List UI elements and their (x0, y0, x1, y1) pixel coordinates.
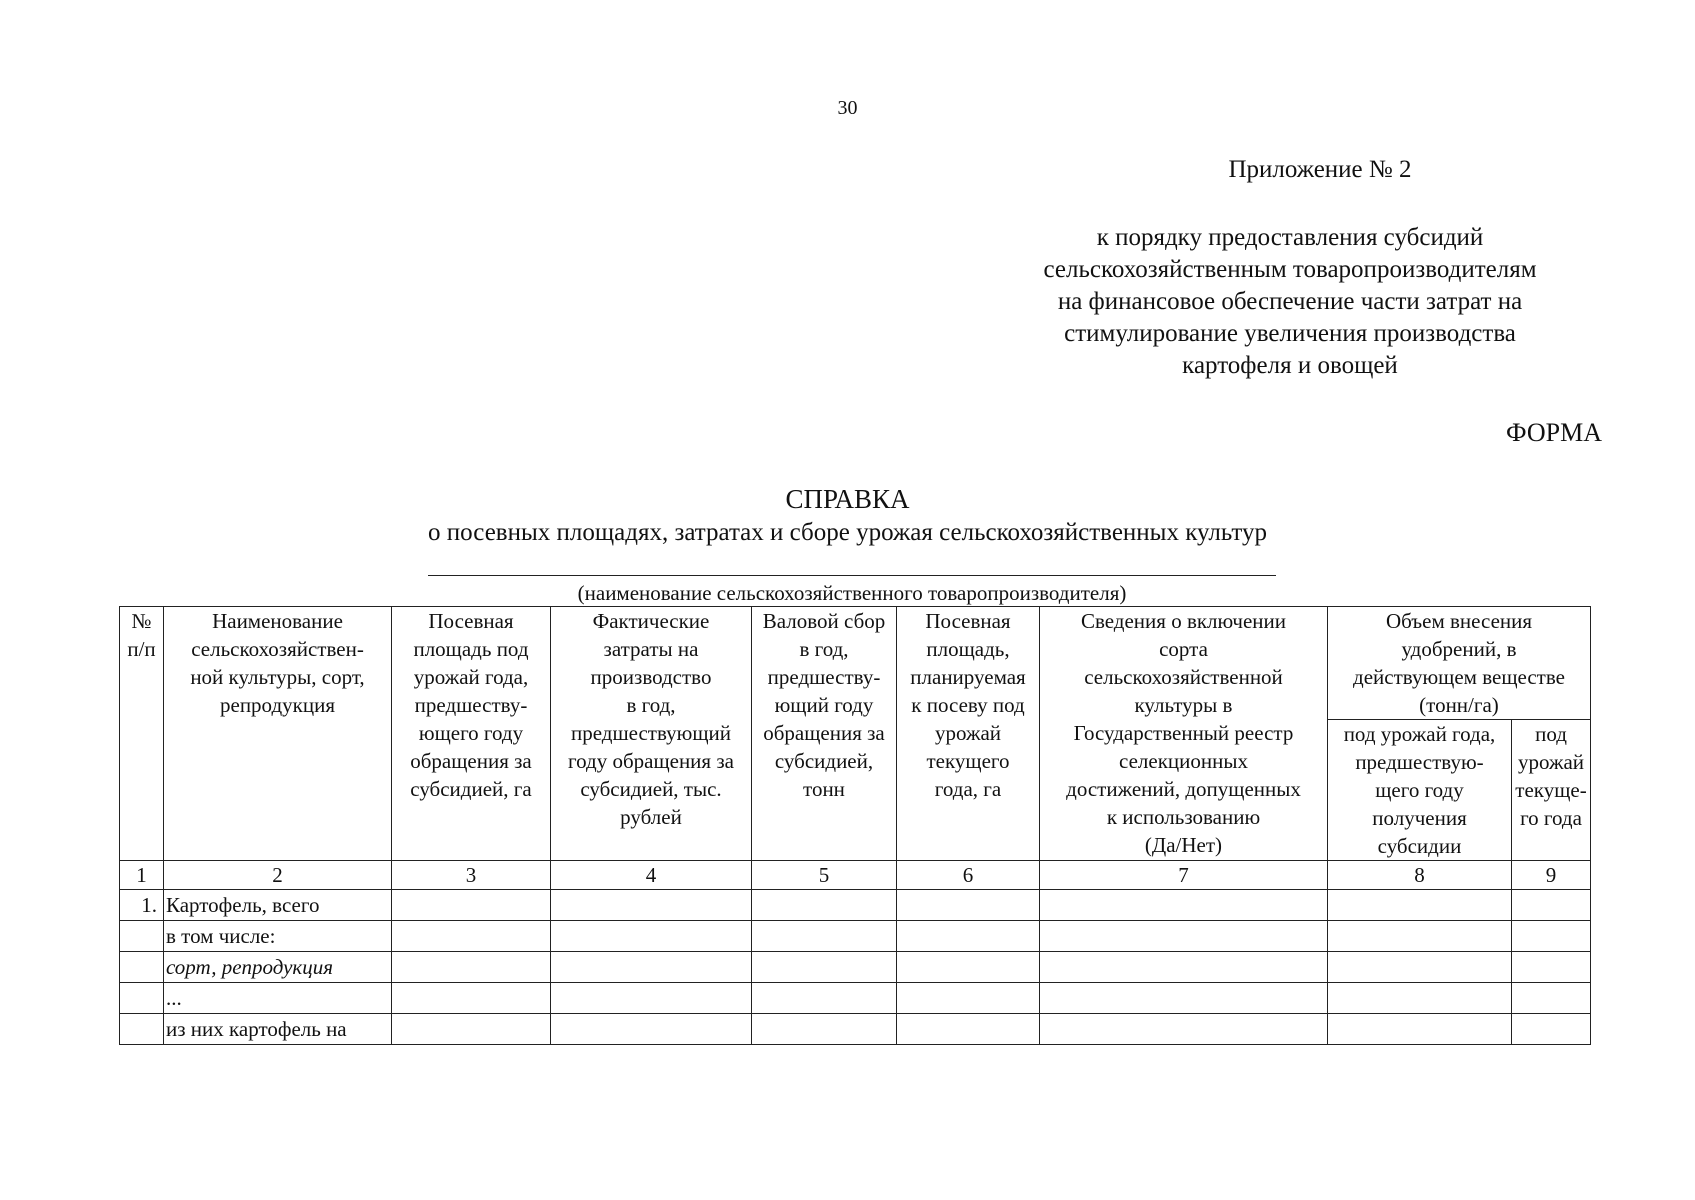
row-number (120, 1014, 164, 1045)
header-cell (120, 607, 164, 861)
header-cell (752, 607, 897, 861)
header-line: году обращения за (568, 749, 734, 773)
header-cell (897, 607, 1040, 861)
header-line: достижений, допущенных (1066, 777, 1301, 801)
header-line: предшеству- (414, 693, 528, 717)
header-line: урожай (934, 721, 1002, 745)
header-line: под (1535, 722, 1567, 746)
table-row (120, 890, 1591, 921)
header-line: сельскохозяйствен- (191, 637, 364, 661)
empty-cell[interactable] (752, 1014, 897, 1045)
header-line: в год, (626, 693, 676, 717)
crop-name: сорт, репродукция (164, 952, 392, 983)
empty-cell[interactable] (551, 890, 752, 921)
header-line: получения (1372, 806, 1467, 830)
empty-cell[interactable] (1512, 983, 1591, 1014)
row-number (120, 921, 164, 952)
header-line: Валовой сбор (762, 609, 886, 633)
empty-cell[interactable] (897, 1014, 1040, 1045)
header-line: производство (590, 665, 712, 689)
empty-cell[interactable] (897, 890, 1040, 921)
empty-cell[interactable] (1328, 1014, 1512, 1045)
producer-name-line (428, 575, 1276, 576)
header-line: субсидией, га (410, 777, 532, 801)
header-line: в год, (799, 637, 849, 661)
empty-cell[interactable] (392, 921, 551, 952)
header-line: п/п (127, 637, 156, 661)
empty-cell[interactable] (1040, 921, 1328, 952)
column-number: 2 (164, 861, 392, 890)
column-number: 1 (120, 861, 164, 890)
header-line: культуры в (1134, 693, 1233, 717)
subheader-cell (1328, 720, 1512, 861)
empty-cell[interactable] (1328, 890, 1512, 921)
row-number (120, 952, 164, 983)
empty-cell[interactable] (752, 952, 897, 983)
column-number: 4 (551, 861, 752, 890)
empty-cell[interactable] (551, 921, 752, 952)
row-number: 1. (120, 890, 164, 921)
empty-cell[interactable] (1040, 983, 1328, 1014)
header-line: действующем веществе (1353, 665, 1565, 689)
header-line: обращения за (410, 749, 532, 773)
empty-cell[interactable] (392, 890, 551, 921)
header-line: обращения за (763, 721, 885, 745)
header-line: предшеству- (767, 665, 881, 689)
empty-cell[interactable] (1040, 890, 1328, 921)
header-line: (Да/Нет) (1144, 833, 1223, 857)
header-cell (1328, 607, 1591, 720)
header-line: (тонн/га) (1419, 693, 1499, 717)
producer-name-caption: (наименование сельскохозяйственного товаропроизводителя) (577, 581, 1127, 605)
header-cell (551, 607, 752, 861)
header-line: урожай года, (413, 665, 529, 689)
empty-cell[interactable] (897, 921, 1040, 952)
empty-cell[interactable] (1512, 921, 1591, 952)
header-line: субсидией, тыс. (580, 777, 722, 801)
header-line: № (131, 609, 152, 633)
header-line: площадь, (926, 637, 1010, 661)
header-row (120, 607, 1591, 720)
empty-cell[interactable] (551, 952, 752, 983)
empty-cell[interactable] (1328, 983, 1512, 1014)
appendix-description-line: картофеля и овощей (1182, 352, 1398, 379)
column-number: 6 (897, 861, 1040, 890)
page-number: 30 (837, 97, 858, 119)
header-line: репродукция (220, 693, 335, 717)
header-line: удобрений, в (1401, 637, 1517, 661)
subheader-cell (1512, 720, 1591, 861)
appendix-description-line: к порядку предоставления субсидий (1096, 224, 1484, 251)
table-row (120, 983, 1591, 1014)
header-line: Государственный реестр (1073, 721, 1294, 745)
header-line: Посевная (428, 609, 514, 633)
empty-cell[interactable] (551, 983, 752, 1014)
header-line: ной культуры, сорт, (190, 665, 365, 689)
form-table (119, 606, 1591, 1045)
column-number-row (120, 861, 1591, 890)
column-number: 9 (1512, 861, 1591, 890)
row-number (120, 983, 164, 1014)
table-row (120, 921, 1591, 952)
header-line: планируемая (910, 665, 1026, 689)
empty-cell[interactable] (1040, 952, 1328, 983)
form-label: ФОРМА (1506, 418, 1602, 447)
header-line: ющего году (418, 721, 524, 745)
empty-cell[interactable] (752, 921, 897, 952)
header-line: Посевная (925, 609, 1011, 633)
appendix-description-line: стимулирование увеличения производства (1064, 320, 1516, 347)
column-number: 7 (1040, 861, 1328, 890)
column-number: 5 (752, 861, 897, 890)
empty-cell[interactable] (1512, 890, 1591, 921)
empty-cell[interactable] (392, 983, 551, 1014)
header-line: под урожай года, (1343, 722, 1496, 746)
table-row (120, 952, 1591, 983)
empty-cell[interactable] (897, 952, 1040, 983)
header-line: селекционных (1119, 749, 1248, 773)
empty-cell[interactable] (752, 983, 897, 1014)
empty-cell[interactable] (1040, 1014, 1328, 1045)
header-line: урожай (1517, 750, 1585, 774)
document-title: СПРАВКА (785, 484, 910, 514)
table-row (120, 1014, 1591, 1045)
column-number: 3 (392, 861, 551, 890)
header-line: ющий году (774, 693, 874, 717)
header-line: субсидией, (774, 749, 874, 773)
appendix-description-line: на финансовое обеспечение части затрат на (1057, 288, 1523, 315)
header-line: тонн (803, 777, 845, 801)
header-line: щего году (1375, 778, 1464, 802)
header-line: к использованию (1106, 805, 1261, 829)
appendix-description-line: сельскохозяйственным товаропроизводителям (1043, 256, 1537, 283)
crop-name: в том числе: (164, 921, 392, 952)
empty-cell[interactable] (392, 1014, 551, 1045)
empty-cell[interactable] (897, 983, 1040, 1014)
header-cell (164, 607, 392, 861)
crop-name: из них картофель на (164, 1014, 392, 1045)
header-line: Наименование (212, 609, 343, 633)
header-line: предшествую- (1355, 750, 1484, 774)
header-line: сельскохозяйственной (1084, 665, 1283, 689)
header-line: субсидии (1377, 834, 1462, 858)
empty-cell[interactable] (551, 1014, 752, 1045)
empty-cell[interactable] (1512, 952, 1591, 983)
empty-cell[interactable] (1328, 921, 1512, 952)
empty-cell[interactable] (1512, 1014, 1591, 1045)
empty-cell[interactable] (752, 890, 897, 921)
header-line: площадь под (413, 637, 529, 661)
header-line: сорта (1159, 637, 1208, 661)
appendix-title: Приложение № 2 (1228, 156, 1412, 183)
crop-name: ... (164, 983, 392, 1014)
header-line: Сведения о включении (1080, 609, 1287, 633)
empty-cell[interactable] (1328, 952, 1512, 983)
header-line: Фактические (592, 609, 710, 633)
document-subtitle: о посевных площадях, затратах и сборе урожая сельскохозяйственных культур (428, 519, 1267, 546)
header-line: го года (1520, 806, 1582, 830)
appendix-description (980, 222, 1600, 382)
header-line: Объем внесения (1385, 609, 1533, 633)
column-number: 8 (1328, 861, 1512, 890)
header-line: текуще- (1515, 778, 1587, 802)
header-line: предшествующий (570, 721, 731, 745)
empty-cell[interactable] (392, 952, 551, 983)
header-line: года, га (934, 777, 1002, 801)
crop-name: Картофель, всего (164, 890, 392, 921)
header-cell (392, 607, 551, 861)
header-cell (1040, 607, 1328, 861)
header-line: рублей (620, 805, 682, 829)
header-line: текущего (926, 749, 1010, 773)
header-line: затраты на (603, 637, 699, 661)
header-line: к посеву под (911, 693, 1025, 717)
